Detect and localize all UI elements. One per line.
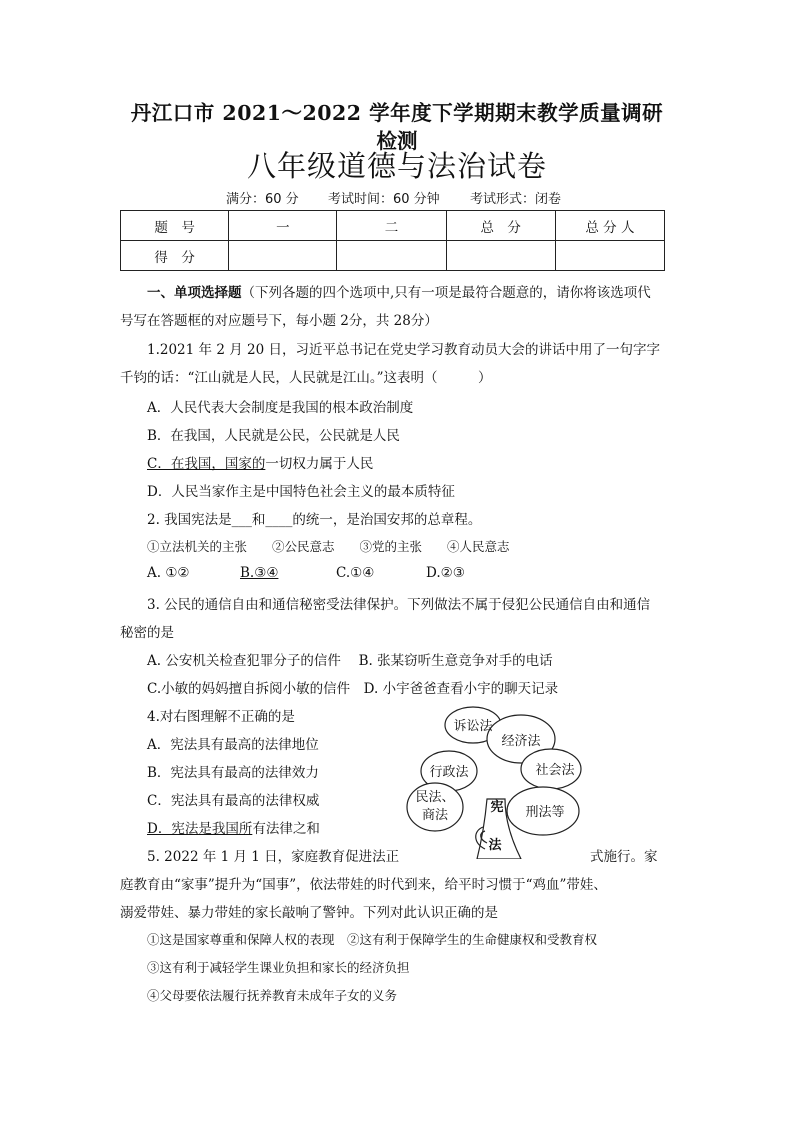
question-3-options-cd: C.小敏的妈妈擅自拆阅小敏的信件 D. 小宇爸爸查看小宇的聊天记录 xyxy=(147,681,559,697)
full-marks: 满分：60 分 xyxy=(226,192,299,207)
question-4-option-b: B．宪法具有最高的法律效力 xyxy=(147,765,319,781)
question-1-option-a: A．人民代表大会制度是我国的根本政治制度 xyxy=(147,400,414,416)
option-text-underlined: D．宪法是我国所 xyxy=(147,821,253,837)
question-2-option-a: A. ①② xyxy=(147,565,190,581)
paper-title: 八年级道德与法治试卷 xyxy=(246,149,547,183)
tree-leaf-label: 行政法 xyxy=(429,765,469,780)
law-tree-diagram xyxy=(405,703,605,859)
question-5-stem-part: 式施行。家 xyxy=(590,849,658,865)
tree-trunk-label: 宪 xyxy=(490,800,504,815)
question-1-option-c xyxy=(147,452,373,472)
option-text: 一切权力属于人民 xyxy=(265,456,374,472)
question-2-stem: 2. 我国宪法是___和____的统一，是治国安邦的总章程。 xyxy=(147,512,482,528)
question-5-item-1-2: ①这是国家尊重和保障人权的表现 ②这有利于保障学生的生命健康权和受教育权 xyxy=(147,932,598,947)
table-row xyxy=(121,241,665,271)
question-2-option-c: C.①④ xyxy=(336,565,375,581)
question-5-item-3: ③这有利于减轻学生课业负担和家长的经济负担 xyxy=(147,960,410,975)
score-table xyxy=(120,210,665,271)
table-cell: 总 分 xyxy=(446,211,555,241)
section-heading: 一、单项选择题 xyxy=(147,285,242,301)
score-input-cell[interactable] xyxy=(446,241,555,271)
question-4-option-a: A．宪法具有最高的法律地位 xyxy=(147,737,319,753)
tree-leaf-label: 刑法等 xyxy=(525,805,565,820)
question-3-stem-cont: 秘密的是 xyxy=(120,625,174,641)
section-instruction-cont: 号写在答题框的对应题号下，每小题 2分，共 28分） xyxy=(120,313,438,329)
table-cell: 得 分 xyxy=(121,241,229,271)
section-instruction xyxy=(147,281,651,301)
question-5-stem-cont: 溺爱带娃、暴力带娃的家长敲响了警钟。下列对此认识正确的是 xyxy=(120,905,498,921)
table-row xyxy=(121,211,665,241)
score-input-cell[interactable] xyxy=(555,241,664,271)
question-2-items: ①立法机关的主张 ②公民意志 ③党的主张 ④人民意志 xyxy=(147,539,510,554)
exam-form: 考试形式：闭卷 xyxy=(470,192,562,207)
school-exam-title-cont: 检测 xyxy=(376,129,418,153)
table-cell: 总 分 人 xyxy=(555,211,664,241)
tree-leaf-label: 诉讼法 xyxy=(453,719,493,734)
tree-leaf-label: 经济法 xyxy=(501,734,541,749)
question-2-option-d: D.②③ xyxy=(426,565,465,581)
question-3-stem: 3. 公民的通信自由和通信秘密受法律保护。下列做法不属于侵犯公民通信自由和通信 xyxy=(147,597,651,613)
option-text: 有法律之和 xyxy=(252,821,320,837)
exam-time: 考试时间：60 分钟 xyxy=(328,192,440,207)
table-cell: 题 号 xyxy=(121,211,229,241)
question-2-option-b: B.③④ xyxy=(240,565,279,581)
table-cell: 二 xyxy=(337,211,446,241)
tree-trunk-label: 法 xyxy=(488,838,502,853)
question-5-stem: 5. 2022 年 1 月 1 日，家庭教育促进法正 xyxy=(147,849,400,865)
section-instruction-text: （下列各题的四个选项中,只有一项是最符合题意的，请你将该选项代 xyxy=(241,285,651,301)
question-1-stem: 1.2021 年 2 月 20 日，习近平总书记在党史学习教育动员大会的讲话中用了一句字字 xyxy=(147,342,660,358)
table-cell: 一 xyxy=(229,211,337,241)
question-3-options-ab: A. 公安机关检查犯罪分子的信件 B. 张某窃听生意竞争对手的电话 xyxy=(147,653,553,669)
tree-leaf-label: 民法、 xyxy=(415,790,455,805)
question-4-option-c: C．宪法具有最高的法律权威 xyxy=(147,793,320,809)
question-4-option-d xyxy=(147,817,320,837)
tree-leaf-label: 社会法 xyxy=(535,763,575,778)
question-4-stem: 4.对右图理解不正确的是 xyxy=(147,709,295,725)
question-5-item-4: ④父母要依法履行抚养教育未成年子女的义务 xyxy=(147,988,398,1003)
question-5-stem-cont: 庭教育由“家事”提升为“国事”，依法带娃的时代到来，给平时习惯于“鸡血”带娃、 xyxy=(120,877,607,893)
score-input-cell[interactable] xyxy=(337,241,446,271)
score-input-cell[interactable] xyxy=(229,241,337,271)
question-1-option-b: B．在我国，人民就是公民，公民就是人民 xyxy=(147,428,400,444)
tree-leaf-label: 商法 xyxy=(421,808,449,823)
option-text-underlined: C．在我国，国家的 xyxy=(147,456,266,472)
question-1-option-d: D．人民当家作主是中国特色社会主义的最本质特征 xyxy=(147,484,455,500)
school-exam-title: 丹江口市 2021～2022 学年度下学期期末教学质量调研 xyxy=(130,101,664,125)
question-1-stem-cont: 千钧的话：“江山就是人民，人民就是江山。”这表明（ ） xyxy=(120,370,492,386)
